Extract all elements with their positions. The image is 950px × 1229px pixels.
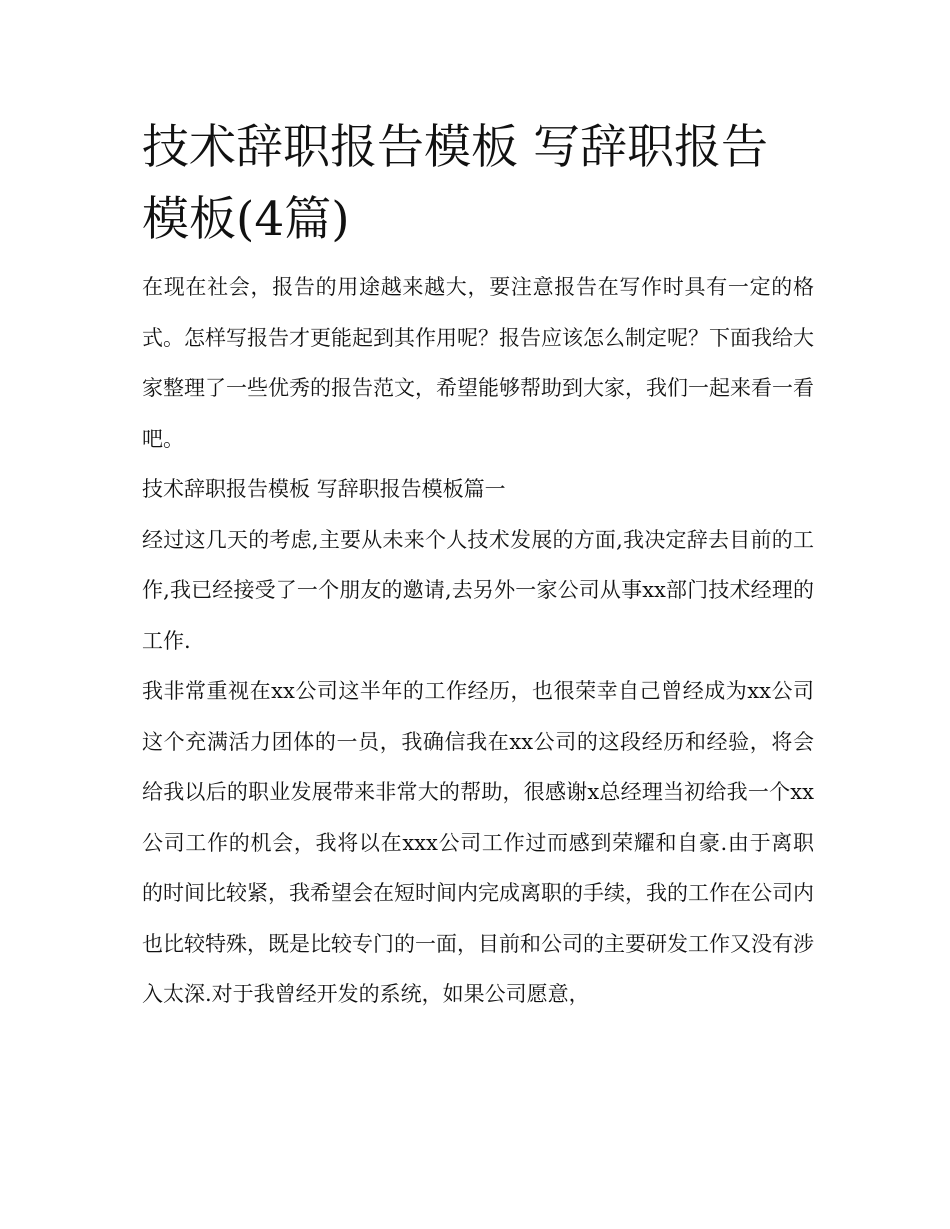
body-paragraph-1: 经过这几天的考虑,主要从未来个人技术发展的方面,我决定辞去目前的工作,我已经接受了一个朋友的邀请,去另外一家公司从事xx部门技术经理的工作. [142,527,814,653]
body-paragraph-2: 我非常重视在xx公司这半年的工作经历，也很荣幸自己曾经成为xx公司这个充满活力团体的一员，我确信我在xx公司的这段经历和经验，将会给我以后的职业发展带来非常大的帮助，很感谢x总经理当初给我一个xx公司工作的机会，我将以在xxx公司工作过而感到荣耀和自豪.由于离职的时间比较紧，我希望会在短时间内完成离职的手续，我的工作在公司内也比较特殊，既是比较专门的一面，目前和公司的主要研发工作又没有涉入太深.对于我曾经开发的系统，如果公司愿意， [142,679,814,1006]
section-heading: 技术辞职报告模板 写辞职报告模板篇一 [142,477,506,501]
document-page [142,112,814,1020]
document-title: 技术辞职报告模板 写辞职报告模板(4篇) [142,120,768,247]
intro-paragraph: 在现在社会，报告的用途越来越大，要注意报告在写作时具有一定的格式。怎样写报告才更能起到其作用呢？报告应该怎么制定呢？下面我给大家整理了一些优秀的报告范文，希望能够帮助到大家，我们一起来看一看吧。 [142,275,814,451]
